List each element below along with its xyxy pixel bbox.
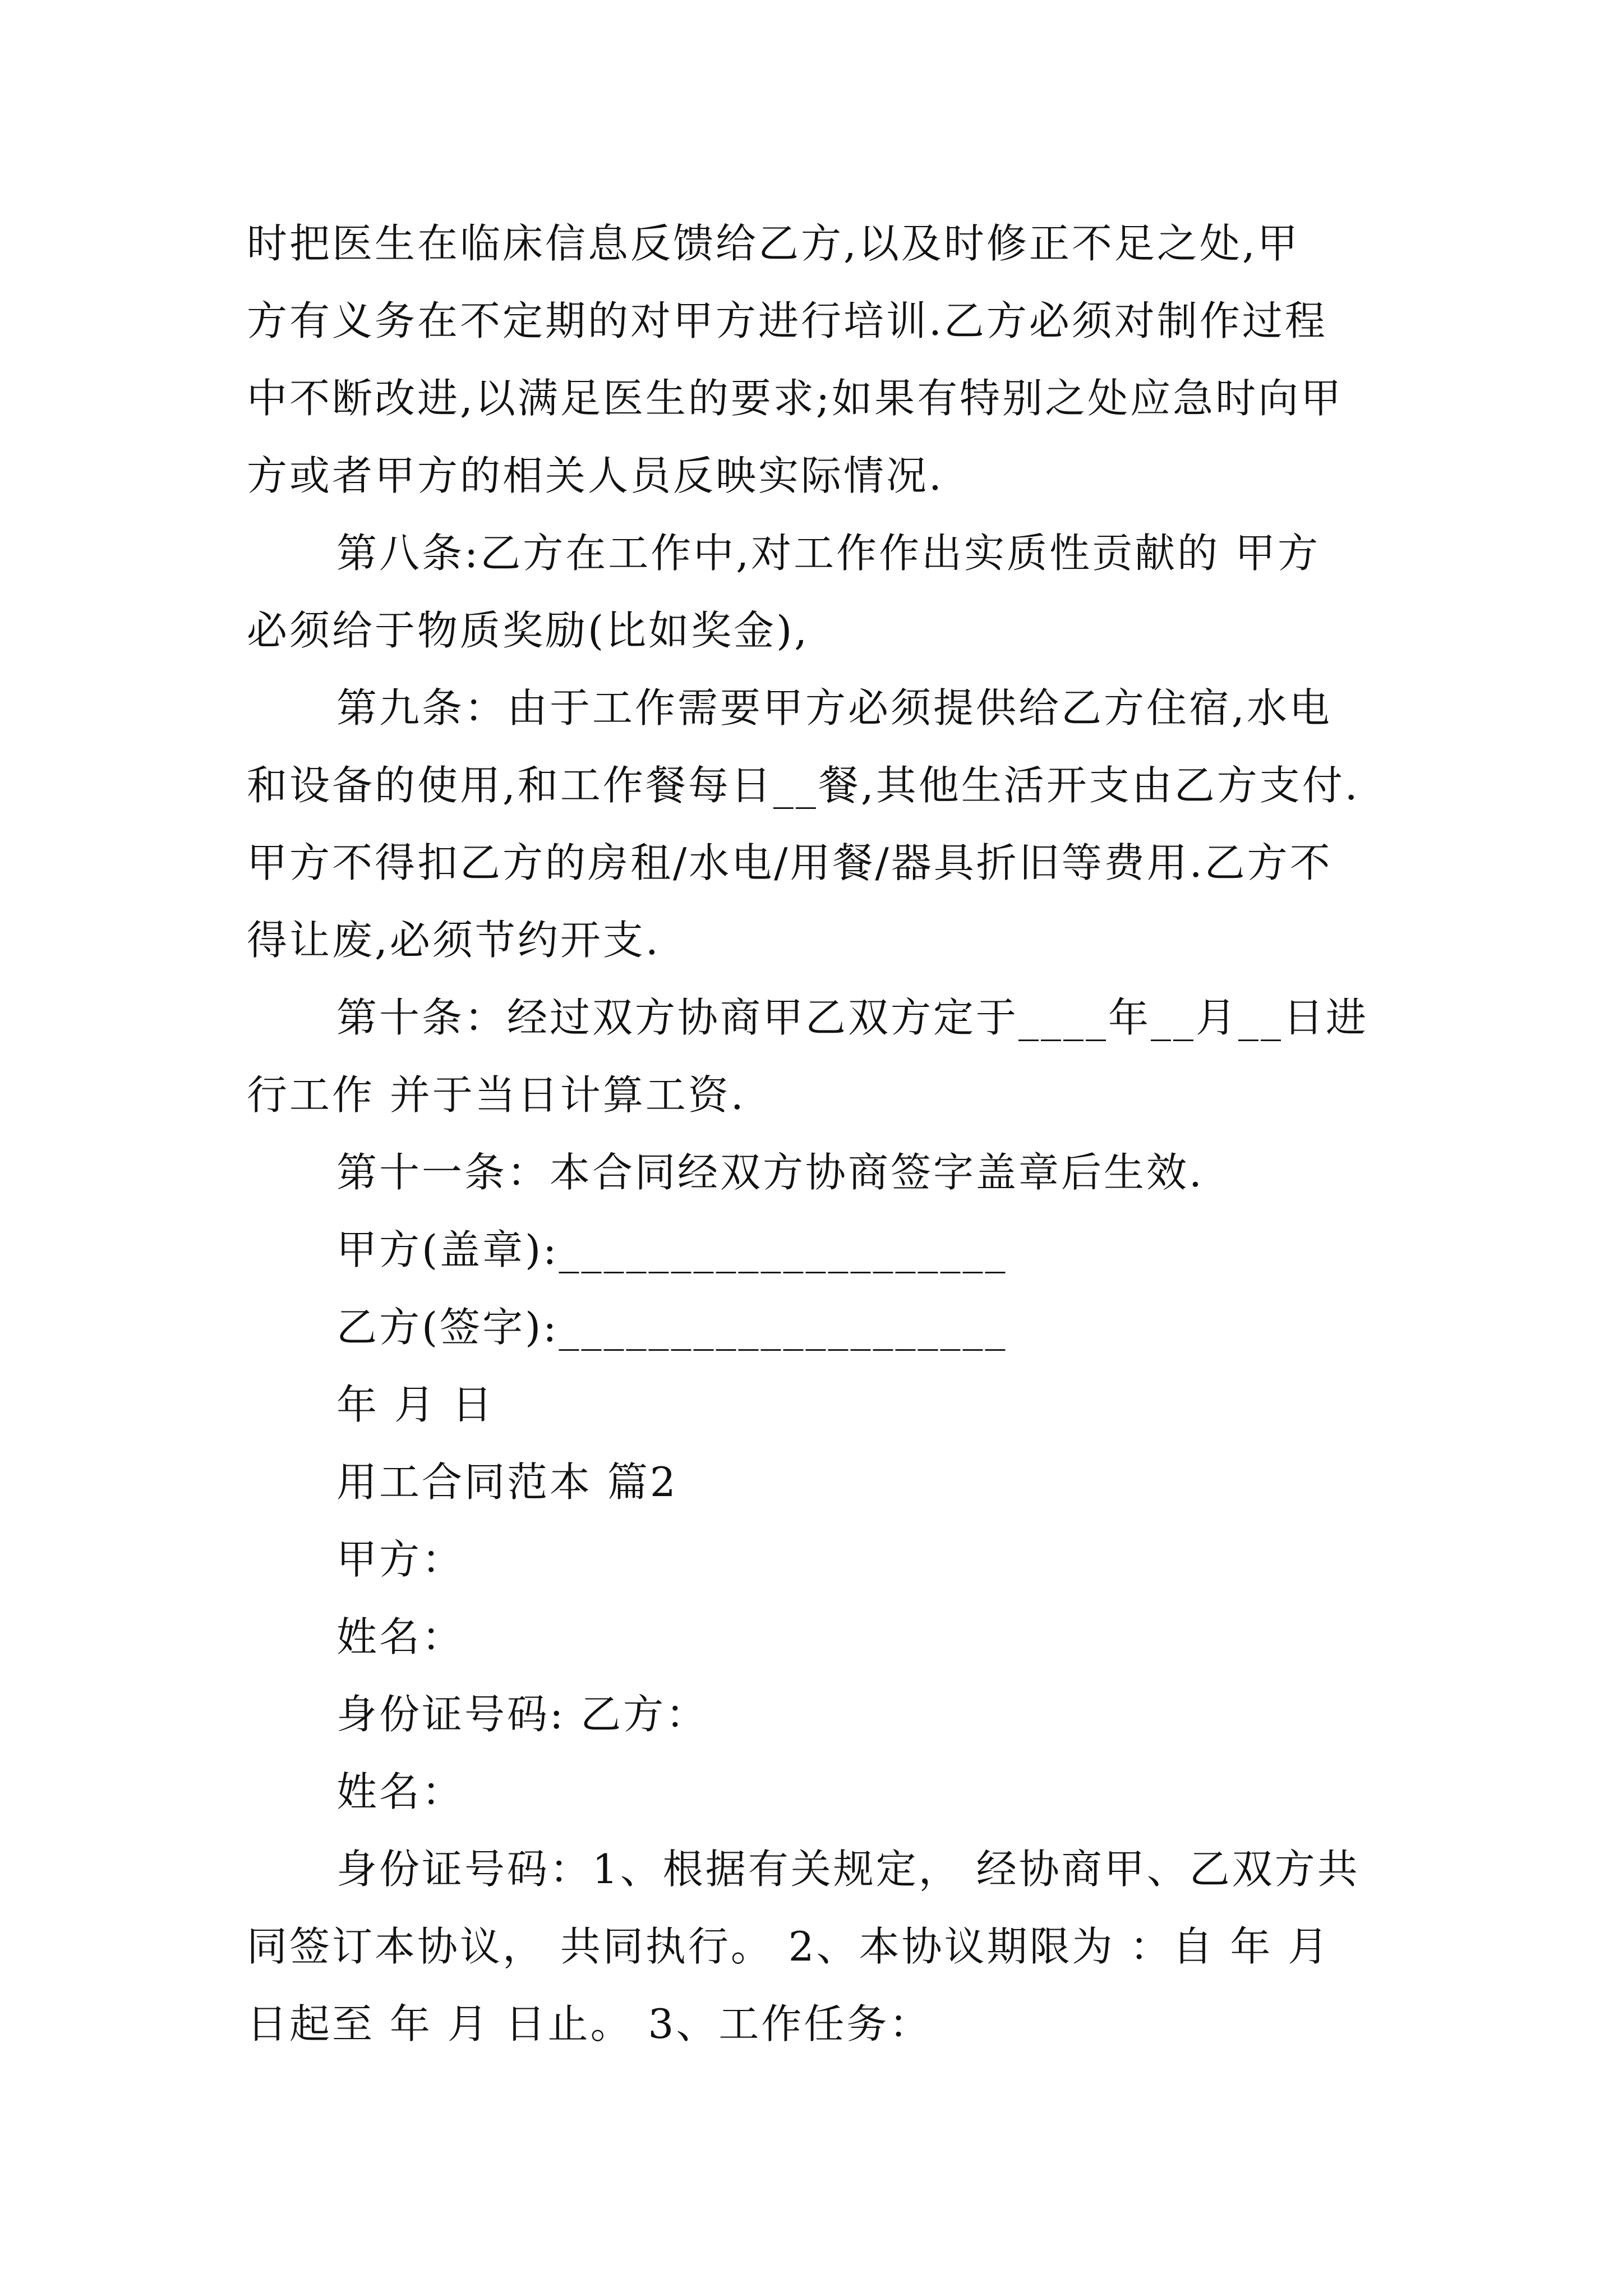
paragraph-line: 方有义务在不定期的对甲方进行培训.乙方必须对制作过程: [247, 297, 1327, 344]
paragraph-line: 甲方不得扣乙方的房租/水电/用餐/器具折旧等费用.乙方不: [247, 839, 1332, 886]
party-b-signature-line: 乙方(签字):____________________: [336, 1304, 1008, 1351]
article-9-line: 第九条：由于工作需要甲方必须提供给乙方住宿,水电: [336, 684, 1332, 731]
article-10-line: 第十条：经过双方协商甲乙双方定于____年__月__日进: [336, 994, 1369, 1041]
name-label: 姓名：: [336, 1613, 465, 1660]
id-number-label: 身份证号码: 乙方：: [336, 1691, 709, 1738]
paragraph-line: 同签订本协议， 共同执行。 2、本协议期限为 ：自 年 月: [247, 1923, 1331, 1970]
paragraph-line: 时把医生在临床信息反馈给乙方,以及时修正不足之处,甲: [247, 220, 1300, 267]
paragraph-line: 和设备的使用,和工作餐每日__餐,其他生活开支由乙方支付.: [247, 762, 1360, 809]
paragraph-line: 中不断改进,以满足医生的要求;如果有特别之处应急时向甲: [247, 375, 1344, 422]
date-line: 年 月 日: [336, 1381, 495, 1428]
paragraph-line: 方或者甲方的相关人员反映实际情况.: [247, 452, 944, 499]
paragraph-line: 日起至 年 月 日止。 3、工作任务：: [247, 2000, 932, 2047]
paragraph-line: 行工作 并于当日计算工资.: [247, 1071, 746, 1119]
section-title: 用工合同范本 篇2: [336, 1458, 678, 1506]
paragraph-line: 得让废,必须节约开支.: [247, 917, 661, 964]
agreement-line: 身份证号码：1、根据有关规定， 经协商甲、乙双方共: [336, 1846, 1360, 1893]
paragraph-line: 必须给于物质奖励(比如奖金),: [247, 607, 810, 654]
name-label: 姓名：: [336, 1768, 465, 1815]
party-a-seal-line: 甲方(盖章):____________________: [336, 1226, 1008, 1273]
party-a-label: 甲方：: [336, 1536, 465, 1583]
article-11-line: 第十一条：本合同经双方协商签字盖章后生效.: [336, 1149, 1204, 1196]
article-8-line: 第八条:乙方在工作中,对工作作出实质性贡献的 甲方: [336, 530, 1321, 577]
